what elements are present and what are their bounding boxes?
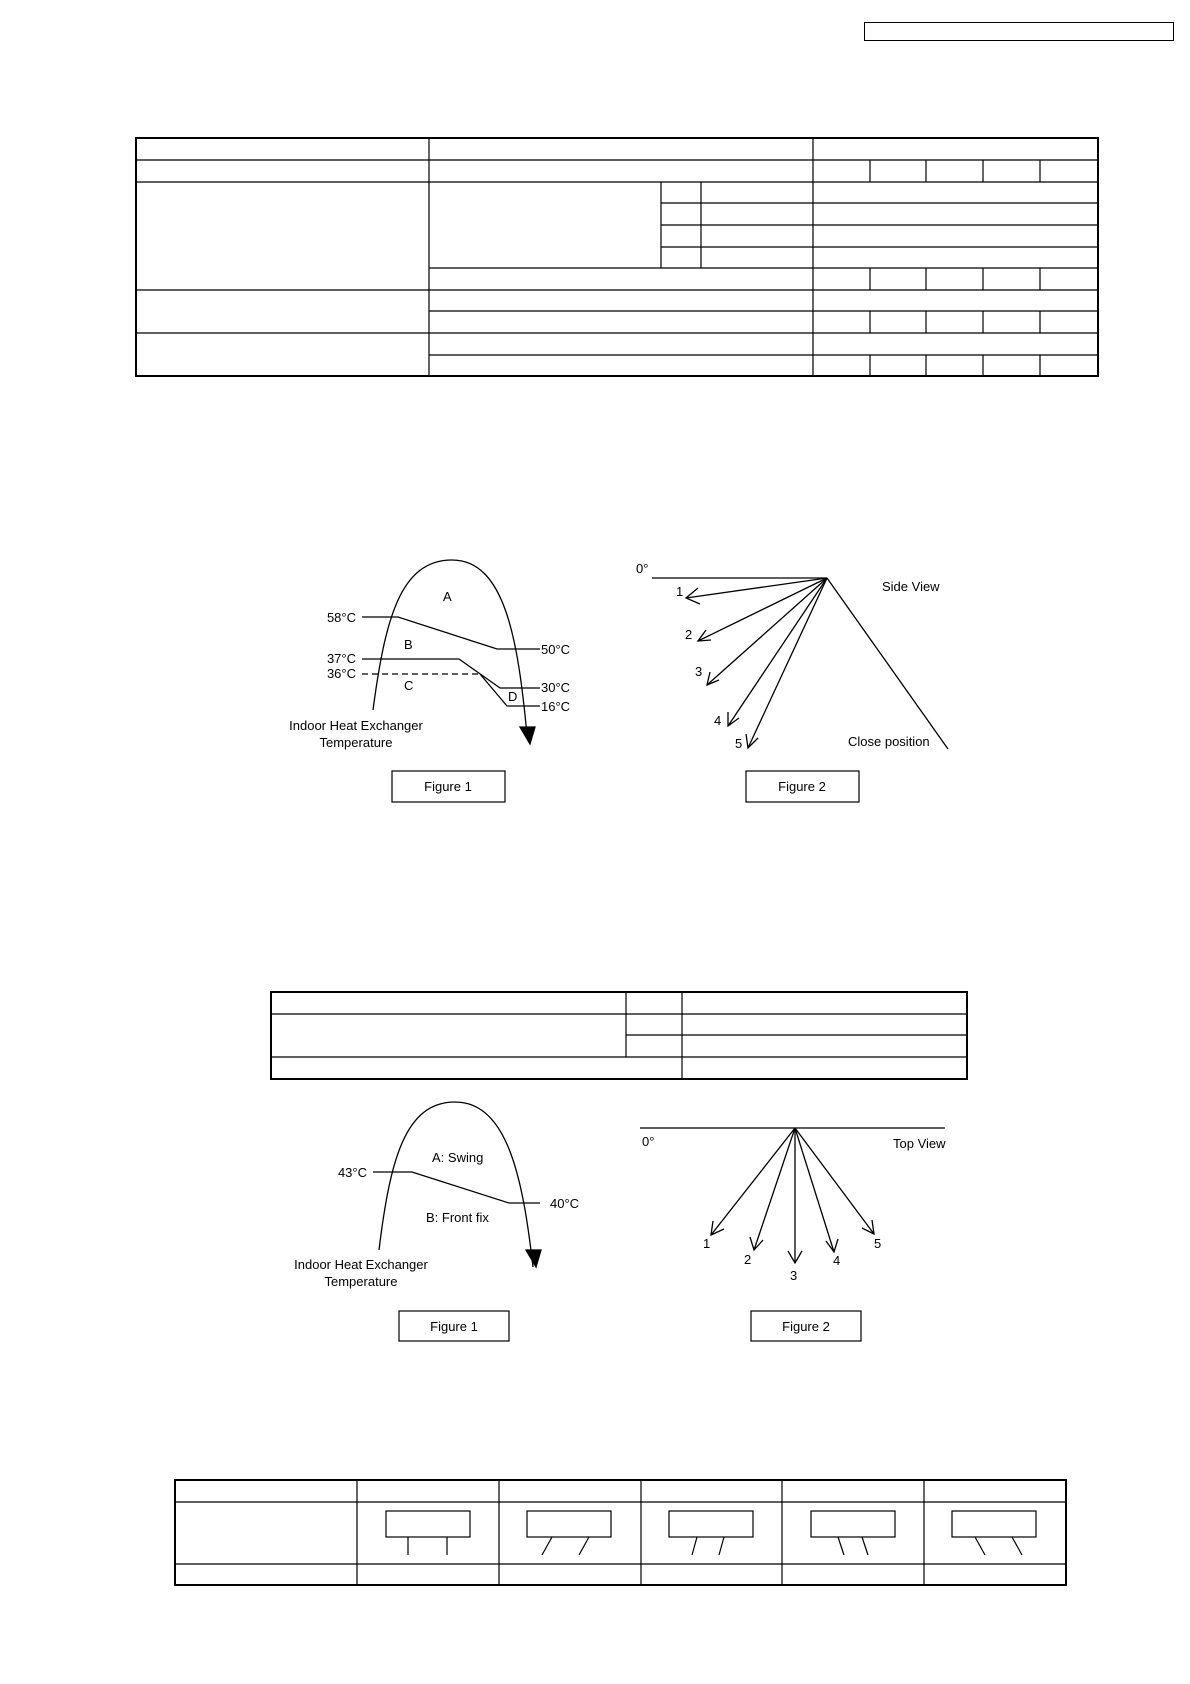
table1-subcols-row7 [870,268,1040,290]
top-view-label: Top View [893,1136,946,1151]
louver-icon-2 [527,1511,611,1555]
louver-position-table [175,1480,1066,1585]
vane-line-5 [748,578,827,748]
vane-position-t2: 2 [744,1252,752,1267]
vane-line-t5 [795,1128,874,1234]
vane-line-t4 [795,1128,834,1252]
curve-arrowhead-2 [526,1250,541,1267]
region-swing-label: A: Swing [432,1150,484,1165]
close-position-label: Close position [848,734,930,749]
region-c-label: C [404,678,414,693]
temp-37-label: 37°C [326,651,356,666]
line-37-30 [362,659,540,688]
vane-position-t4: 4 [833,1253,841,1268]
temp-58-label: 58°C [326,610,356,625]
louver-icon-4 [811,1511,895,1555]
vane-line-4 [728,578,827,726]
region-front-fix-label: B: Front fix [426,1210,489,1225]
vane-arrow-5 [746,734,758,748]
louver-icon-1 [386,1511,470,1555]
vane-position-3: 3 [695,664,703,679]
table1-subcols-row2 [870,160,1040,182]
diagram-vertical-temp-curve [289,560,570,802]
airflow-direction-table [136,138,1098,376]
temp-curve-2 [379,1102,533,1267]
line-58-50 [362,617,540,649]
vane-position-4: 4 [714,713,722,728]
region-d-label: D [508,689,518,704]
region-b-label: B [404,637,413,652]
temp-16-label: 16°C [541,699,571,714]
axis-label-line2: Temperature [319,735,393,750]
vane-position-1: 1 [676,584,684,599]
axis-label-2-line1: Indoor Heat Exchanger [294,1257,428,1272]
temp-50-label: 50°C [541,642,571,657]
temp-40-label: 40°C [550,1196,580,1211]
curve-arrowhead [520,727,535,744]
vane-line-3 [707,578,827,685]
louver-icon-3 [669,1511,753,1555]
horizontal-airflow-table [271,992,967,1079]
vane-position-t5: 5 [874,1236,882,1251]
temp-30-label: 30°C [541,680,571,695]
zero-degree-label: 0° [636,561,649,576]
close-position-line [827,578,948,749]
diagram-top-view-louver [640,1128,946,1341]
vane-line-t1 [711,1128,795,1235]
line-43-40 [373,1172,540,1203]
axis-label-line1: Indoor Heat Exchanger [289,718,423,733]
vane-position-t1: 1 [703,1236,711,1251]
diagram-side-view-louver [636,561,948,802]
vane-position-5: 5 [735,736,743,751]
zero-degree-label-2: 0° [642,1134,655,1149]
side-view-label: Side View [882,579,940,594]
vane-position-t3: 3 [790,1268,798,1283]
figure2b-caption: Figure 2 [782,1319,830,1334]
diagram-horizontal-temp-curve [294,1102,579,1341]
vane-position-2: 2 [685,627,693,642]
figure1b-caption: Figure 1 [430,1319,478,1334]
table1-subcols-row11 [870,355,1040,376]
table1-subcols-row9 [870,311,1040,333]
figure2-caption: Figure 2 [778,779,826,794]
axis-label-2-line2: Temperature [324,1274,398,1289]
temp-36-label: 36°C [326,666,356,681]
louver-icon-5 [952,1511,1036,1555]
temp-curve [373,560,527,735]
temp-43-label: 43°C [337,1165,367,1180]
region-a-label: A [443,589,452,604]
figure1-caption: Figure 1 [424,779,472,794]
vane-line-t2 [754,1128,795,1250]
